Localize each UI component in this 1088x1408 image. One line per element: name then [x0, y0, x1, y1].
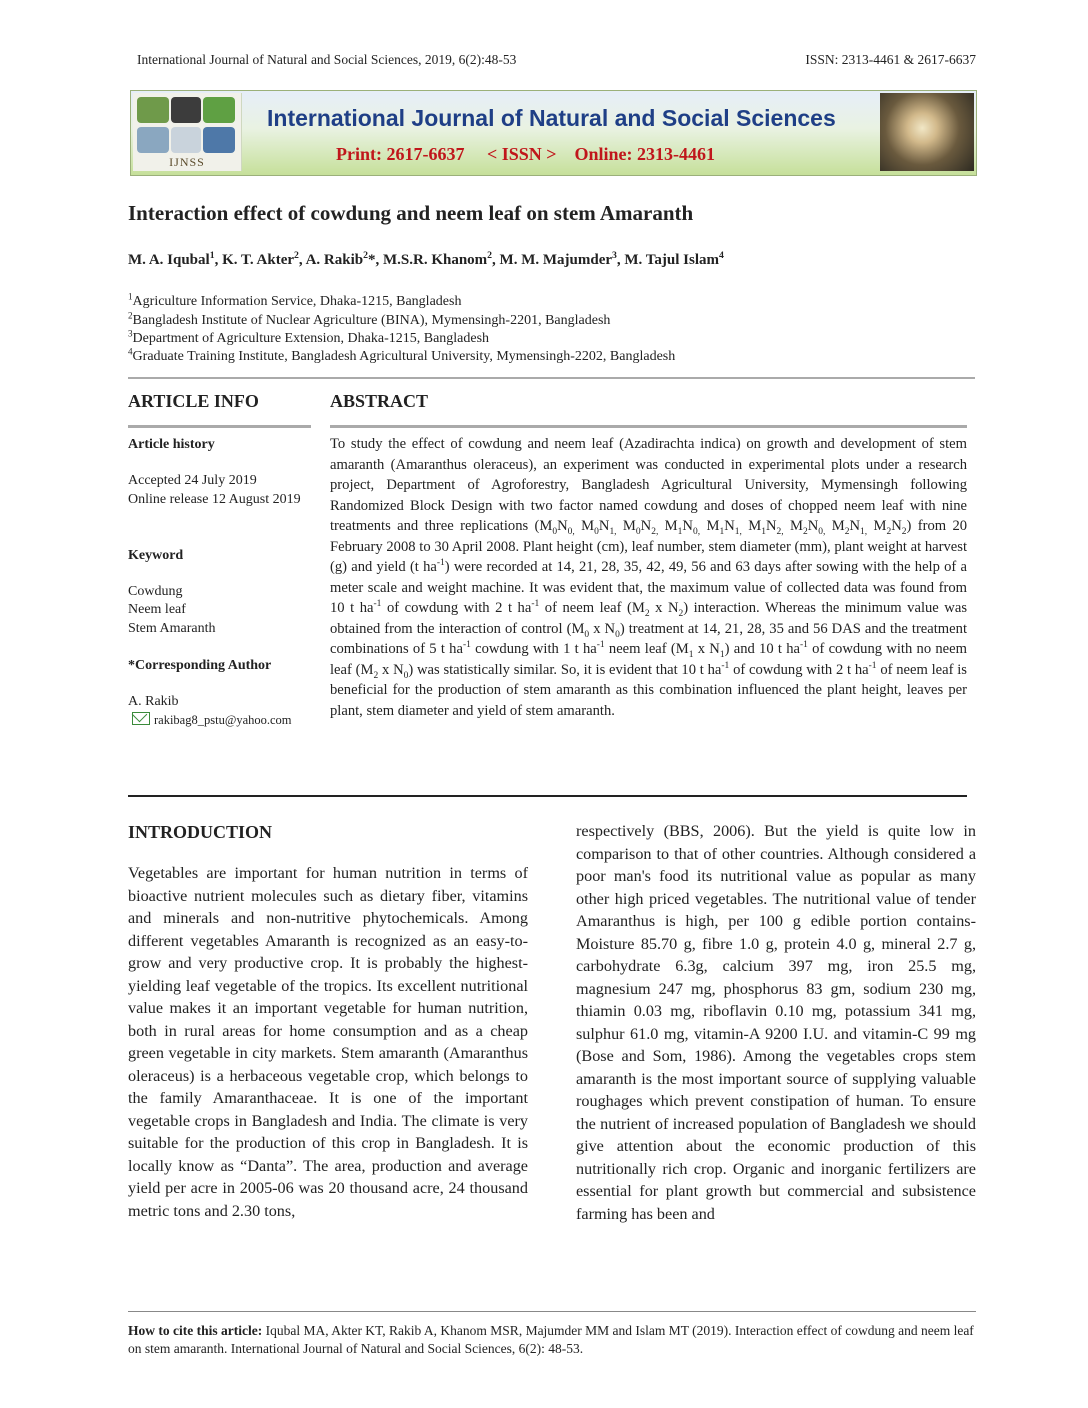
author-list: M. A. Iqubal$^1$, K. T. Akter$^2$, A. Rakib$^2$*, M.S.R. Khanom$^2$, M. M. Majumder$^3$, M. Tajul Islam$^4$: [128, 250, 724, 268]
divider: [128, 1311, 976, 1312]
corresponding-author-label: *Corresponding Author: [128, 658, 272, 673]
citation: [128, 1322, 976, 1358]
keyword-item: Cowdung: [128, 584, 183, 599]
body-column-1: Vegetables are important for human nutrition in terms of bioactive nutrient molecules such as dietary fiber, vitamins and minerals and non-nutritive phytochemicals. Among different vegetables Amaranth is recognized as an easy-to-grow and very productive crop. It is probably the highest-yielding leaf vegetable of the tropics. Its excellent nutritional value makes it an important vegetable for human nutrition, both in rural areas for home consumption and as a cheap green vegetable in city markets. Stem amaranth (Amaranthus oleraceus) is a herbaceous vegetable crop, which belongs to the family Amaranthaceae. It is one of the important vegetable crops in Bangladesh and India. The climate is very suitable for the production of this crop in Bangladesh. It is locally know as “Danta”. The area, production and average yield per acre in 2005-06 was 20 thousand acre, 24 thousand metric tons and 2.30 tons,: [128, 864, 528, 1220]
mail-icon: [132, 712, 150, 725]
article-title: Interaction effect of cowdung and neem leaf on stem Amaranth: [128, 201, 694, 225]
banner-photo: [880, 93, 974, 171]
keyword-label: Keyword: [128, 548, 184, 563]
affiliation-1: $^1$Agriculture Information Service, Dhaka-1215, Bangladesh: [128, 291, 462, 309]
running-header-right: ISSN: 2313-4461 & 2617-6637: [805, 52, 976, 67]
abstract-heading: ABSTRACT: [330, 391, 429, 411]
keyword-item: Stem Amaranth: [128, 621, 216, 636]
introduction-heading: INTRODUCTION: [128, 822, 273, 842]
corresponding-author-name: A. Rakib: [128, 694, 179, 709]
affiliation-3: $^3$Department of Agriculture Extension, Dhaka-1215, Bangladesh: [128, 328, 490, 346]
keyword-item: Neem leaf: [128, 602, 186, 617]
journal-banner-issn: Print: 2617-6637 < ISSN > Online: 2313-4461: [336, 144, 716, 164]
journal-logo: [133, 93, 242, 171]
running-header-left: International Journal of Natural and Social Sciences, 2019, 6(2):48-53: [137, 52, 517, 67]
journal-banner-title: International Journal of Natural and Social Sciences: [267, 105, 836, 131]
divider: [330, 425, 967, 428]
logo-text: IJNSS: [169, 155, 205, 169]
divider: [128, 377, 975, 379]
citation-label: How to cite this article:: [128, 1323, 263, 1338]
divider: [128, 425, 311, 428]
citation-text: Iqubal MA, Akter KT, Rakib A, Khanom MSR, Majumder MM and Islam MT (2019). Interaction effect of cowdung and neem leaf on stem amaranth. International Journal of Natural and Social Sciences, 6(2): 48-53.: [128, 1323, 974, 1356]
divider: [128, 795, 967, 797]
accepted-date: Accepted 24 July 2019: [128, 473, 257, 488]
affiliation-4: $^4$Graduate Training Institute, Bangladesh Agricultural University, Mymensingh-2202, Bangladesh: [128, 346, 676, 364]
affiliation-2: $^2$Bangladesh Institute of Nuclear Agriculture (BINA), Mymensingh-2201, Bangladesh: [128, 310, 611, 328]
article-info-heading: ARTICLE INFO: [128, 391, 259, 411]
journal-banner: [130, 90, 977, 176]
corresponding-email[interactable]: rakibag8_pstu@yahoo.com: [132, 711, 292, 730]
body-column-2: respectively (BBS, 2006). But the yield is quite low in comparison to that of other countries. Although considered a poor man's food its nutritional value as popular as many other high priced vegetables. The nutritional value of tender Amaranthus is high, per 100 g edible portion contains-Moisture 85.70 g, fibre 1.0 g, protein 4.0 g, mineral 2.7 g, carbohydrate 6.3g, calcium 397 mg, iron 25.5 mg, magnesium 247 mg, phosphorus 83 gm, sodium 230 mg, thiamin 0.03 mg, riboflavin 0.10 mg, potassium 341 mg, sulphur 61.0 mg, vitamin-A 9200 I.U. and vitamin-C 99 mg (Bose and Som, 1986). Among the vegetables crops stem amaranth is the most important source of supplying valuable roughages which prevent constipation of human. To ensure the nutrient of increased population of Bangladesh we should give attention about the economic production of this nutritionally rich crop. Organic and inorganic fertilizers are essential for plant growth but commercial and subsistence farming has been and: [576, 822, 976, 1223]
abstract-text: To study the effect of cowdung and neem leaf (Azadirachta indica) on growth and development of stem amaranth (Amaranthus oleraceus), an experiment was conducted in experimental plots under a research project, Department of Agroforestry, Bangladesh Agricultural University, Mymensingh following Randomized Block Design with two factor named cowdung and doses of chopped neem leaf with nine treatments and three replications ($M_0N_{0,}$ $M_0N_{1,}$ $M_0N_{2,}$ $M_1N_{0,}$ $M_1N_{1,}$ $M_1N_{2,}$ $M_2N_{0,}$ $M_2N_{1,}$ $M_2N_2$) from 20 February 2008 to 30 April 2008. Plant height (cm), leaf number, stem diameter (mm), plant weight at harvest (g) and yield (t $ha^{-1}$) were recorded at 14, 21, 28, 35, 42, 49, 56 and 63 days after sowing with the help of a meter scale and weight machine. It was evident that, the maximum value of collected data was found from 10 t $ha^{-1}$ of cowdung with 2 t $ha^{-1}$ of neem leaf ($M_2$ x $N_2$) interaction. Whereas the minimum value was obtained from the interaction of control ($M_0$ x $N_0$) treatment at 14, 21, 28, 35 and 56 DAS and the treatment combinations of 5 t $ha^{-1}$ cowdung with 1 t $ha^{-1}$ neem leaf ($M_1$ x $N_1$) and 10 t $ha^{-1}$ of cowdung with no neem leaf ($M_2$ x $N_0$) was statistically similar. So, it is evident that 10 t $ha^{-1}$ of cowdung with 2 t $ha^{-1}$ of neem leaf is beneficial for the production of stem amaranth as this combination influenced the plant height, leaves per plant, stem diameter and yield of stem amaranth.: [330, 436, 968, 719]
online-release-date: Online release 12 August 2019: [128, 492, 301, 507]
article-history-label: Article history: [128, 437, 215, 452]
